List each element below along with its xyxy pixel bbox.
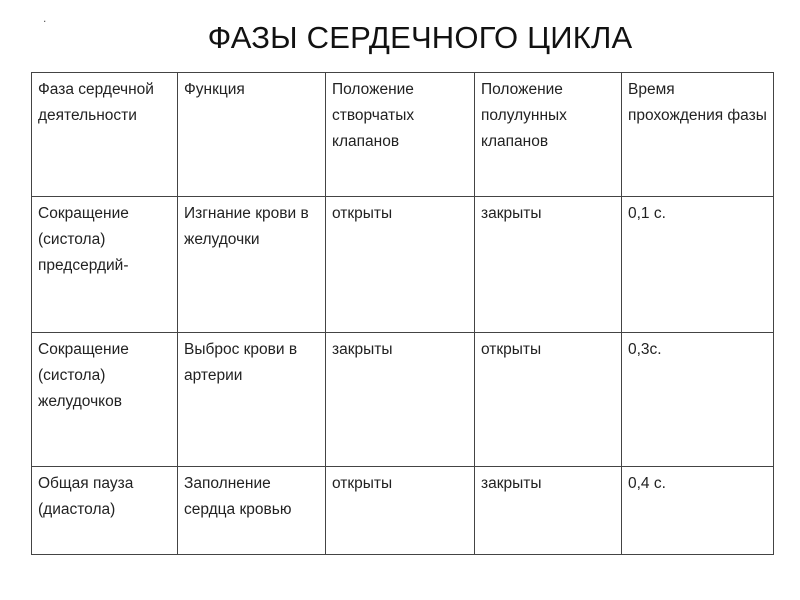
cell-function: Заполнение сердца кровью — [178, 467, 326, 555]
cell-semilunar-valves: открыты — [475, 333, 622, 467]
cell-cuspid-valves: открыты — [326, 197, 475, 333]
header-phase: Фаза сердечной деятельности — [32, 73, 178, 197]
table-row — [32, 333, 774, 467]
cell-function: Изгнание крови в желудочки — [178, 197, 326, 333]
cell-cuspid-valves: закрыты — [326, 333, 475, 467]
cell-phase-duration: 0,4 с. — [622, 467, 774, 555]
cell-phase-duration: 0,1 с. — [622, 197, 774, 333]
cell-semilunar-valves: закрыты — [475, 197, 622, 333]
dot-mark: . — [43, 11, 47, 25]
header-phase-duration: Время прохождения фазы — [622, 73, 774, 197]
heart-cycle-table — [31, 72, 774, 555]
cell-phase-duration: 0,3с. — [622, 333, 774, 467]
cell-phase: Сокращение (систола) предсердий- — [32, 197, 178, 333]
cell-cuspid-valves: открыты — [326, 467, 475, 555]
cell-phase: Сокращение (систола) желудочков — [32, 333, 178, 467]
table-row — [32, 197, 774, 333]
header-semilunar-valves: Положение полулунных клапанов — [475, 73, 622, 197]
table-row — [32, 467, 774, 555]
header-cuspid-valves: Положение створчатых клапанов — [326, 73, 475, 197]
cell-semilunar-valves: закрыты — [475, 467, 622, 555]
slide-title: ФАЗЫ СЕРДЕЧНОГО ЦИКЛА — [207, 20, 633, 55]
cell-phase: Общая пауза (диастола) — [32, 467, 178, 555]
cell-function: Выброс крови в артерии — [178, 333, 326, 467]
table-header-row — [32, 73, 774, 197]
header-function: Функция — [178, 73, 326, 197]
